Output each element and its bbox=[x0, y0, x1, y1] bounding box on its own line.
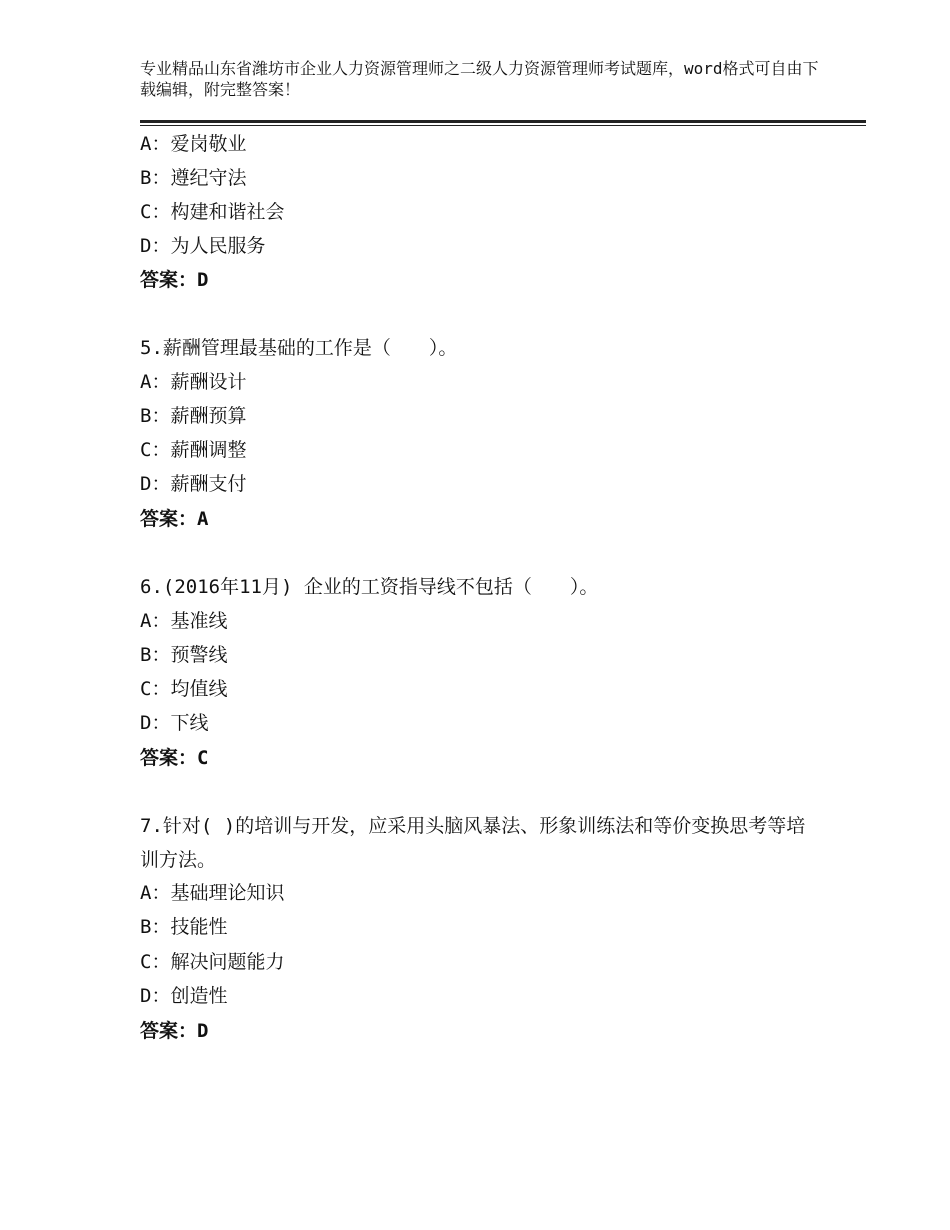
answer-line: 答案：D bbox=[140, 1020, 209, 1042]
header-divider-thin bbox=[140, 125, 866, 126]
answer-line: 答案：D bbox=[140, 269, 209, 291]
option-a: A：薪酬设计 bbox=[140, 371, 247, 393]
option-b: B：技能性 bbox=[140, 916, 228, 938]
option-c: C：解决问题能力 bbox=[140, 951, 285, 973]
option-b: B：预警线 bbox=[140, 644, 228, 666]
option-d: D：下线 bbox=[140, 712, 209, 734]
option-a: A：基准线 bbox=[140, 610, 228, 632]
question-stem: 6.(2016年11月) 企业的工资指导线不包括（ ）。 bbox=[140, 576, 599, 598]
option-c: C：构建和谐社会 bbox=[140, 201, 285, 223]
option-b: B：薪酬预算 bbox=[140, 405, 247, 427]
answer-line: 答案：A bbox=[140, 508, 209, 530]
header-divider bbox=[140, 120, 866, 123]
option-d: D：创造性 bbox=[140, 985, 228, 1007]
option-c: C：均值线 bbox=[140, 678, 228, 700]
option-d: D：为人民服务 bbox=[140, 235, 266, 257]
answer-line: 答案：C bbox=[140, 747, 209, 769]
option-a: A：爱岗敬业 bbox=[140, 133, 247, 155]
question-stem: 7.针对( )的培训与开发，应采用头脑风暴法、形象训练法和等价变换思考等培训方法。 bbox=[140, 815, 806, 871]
option-a: A：基础理论知识 bbox=[140, 882, 285, 904]
document-header: 专业精品山东省潍坊市企业人力资源管理师之二级人力资源管理师考试题库，word格式可自由下载编辑，附完整答案！ bbox=[140, 59, 819, 99]
option-b: B：遵纪守法 bbox=[140, 167, 247, 189]
option-d: D：薪酬支付 bbox=[140, 473, 247, 495]
question-stem: 5.薪酬管理最基础的工作是（ ）。 bbox=[140, 337, 458, 359]
option-c: C：薪酬调整 bbox=[140, 439, 247, 461]
